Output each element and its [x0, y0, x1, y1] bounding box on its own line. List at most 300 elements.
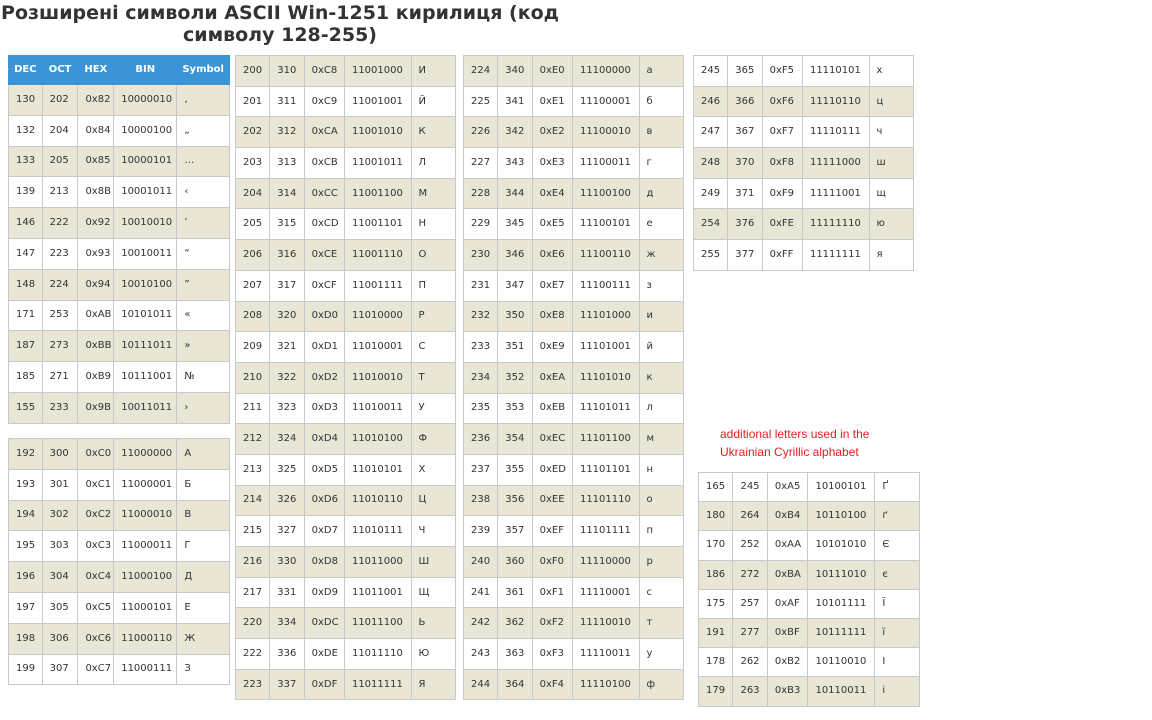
dec-cell: 249 [694, 178, 728, 209]
bin-cell: 11001010 [344, 117, 411, 148]
table-row [464, 148, 684, 179]
bin-cell: 10010011 [114, 238, 177, 269]
hex-cell: 0xAF [767, 589, 808, 618]
symbol-cell: К [411, 117, 455, 148]
symbol-cell: п [639, 516, 683, 547]
symbol-cell: Т [411, 362, 455, 393]
oct-cell: 315 [270, 209, 304, 240]
symbol-cell: И [411, 56, 455, 87]
table-row [699, 531, 920, 560]
hex-cell: 0xF1 [532, 577, 572, 608]
dec-cell: 213 [236, 454, 270, 485]
oct-cell: 252 [733, 531, 767, 560]
bin-cell: 10110100 [808, 502, 875, 531]
table-row [236, 669, 456, 700]
bin-cell: 11000011 [114, 531, 177, 562]
symbol-cell: Ш [411, 547, 455, 578]
hex-cell: 0xF9 [762, 178, 802, 209]
oct-cell: 325 [270, 454, 304, 485]
table-row [9, 208, 230, 239]
symbol-cell: Ь [411, 608, 455, 639]
oct-cell: 253 [42, 300, 78, 331]
oct-cell: 326 [270, 485, 304, 516]
oct-cell: 346 [498, 240, 532, 271]
symbol-cell: з [639, 270, 683, 301]
dec-cell: 240 [464, 547, 498, 578]
bin-cell: 11011110 [344, 639, 411, 670]
dec-cell: 209 [236, 332, 270, 363]
oct-cell: 310 [270, 56, 304, 87]
bin-cell: 11001101 [344, 209, 411, 240]
dec-cell: 186 [699, 560, 733, 589]
hex-cell: 0x9B [78, 392, 114, 423]
symbol-cell: „ [177, 115, 230, 146]
bin-cell: 11101011 [572, 393, 639, 424]
ascii-table-punctuation [8, 55, 230, 424]
oct-cell: 366 [728, 86, 762, 117]
bin-cell: 11010010 [344, 362, 411, 393]
oct-cell: 352 [498, 362, 532, 393]
oct-cell: 361 [498, 577, 532, 608]
dec-cell: 206 [236, 240, 270, 271]
bin-cell: 11100101 [572, 209, 639, 240]
symbol-cell: Н [411, 209, 455, 240]
bin-cell: 11010110 [344, 485, 411, 516]
oct-cell: 376 [728, 209, 762, 240]
dec-cell: 194 [9, 500, 43, 531]
ascii-table-uppercase-a-z [8, 438, 230, 685]
hex-cell: 0xB9 [78, 362, 114, 393]
oct-cell: 233 [42, 392, 78, 423]
hex-cell: 0xE7 [532, 270, 572, 301]
column-header-oct: OCT [42, 56, 78, 85]
table-row [236, 56, 456, 87]
oct-cell: 341 [498, 86, 532, 117]
table-row [699, 677, 920, 706]
dec-cell: 222 [236, 639, 270, 670]
hex-cell: 0x84 [78, 115, 114, 146]
dec-cell: 247 [694, 117, 728, 148]
oct-cell: 222 [42, 208, 78, 239]
hex-cell: 0xD5 [304, 454, 344, 485]
oct-cell: 350 [498, 301, 532, 332]
table-row [9, 146, 230, 177]
dec-cell: 133 [9, 146, 43, 177]
table-row [9, 654, 230, 685]
oct-cell: 204 [42, 115, 78, 146]
table-row [236, 148, 456, 179]
oct-cell: 205 [42, 146, 78, 177]
table-row [464, 454, 684, 485]
table-row [464, 485, 684, 516]
oct-cell: 360 [498, 547, 532, 578]
table-row [9, 500, 230, 531]
dec-cell: 224 [464, 56, 498, 87]
table-row [464, 608, 684, 639]
dec-cell: 214 [236, 485, 270, 516]
symbol-cell: Е [177, 592, 230, 623]
table-row [694, 117, 914, 148]
bin-cell: 10101011 [114, 300, 177, 331]
bin-cell: 11101000 [572, 301, 639, 332]
hex-cell: 0xB3 [767, 677, 808, 706]
symbol-cell: ” [177, 269, 230, 300]
oct-cell: 306 [42, 623, 78, 654]
dec-cell: 248 [694, 148, 728, 179]
bin-cell: 11110111 [802, 117, 869, 148]
table-row [236, 209, 456, 240]
oct-cell: 264 [733, 502, 767, 531]
column-header-symbol: Symbol [177, 56, 230, 85]
dec-cell: 228 [464, 178, 498, 209]
dec-cell: 171 [9, 300, 43, 331]
bin-cell: 11100000 [572, 56, 639, 87]
bin-cell: 10110011 [808, 677, 875, 706]
table-row [9, 331, 230, 362]
dec-cell: 208 [236, 301, 270, 332]
dec-cell: 200 [236, 56, 270, 87]
symbol-cell: В [177, 500, 230, 531]
table-row [699, 502, 920, 531]
oct-cell: 322 [270, 362, 304, 393]
column-header-bin: BIN [114, 56, 177, 85]
table-row [464, 56, 684, 87]
oct-cell: 353 [498, 393, 532, 424]
oct-cell: 334 [270, 608, 304, 639]
table-row [9, 592, 230, 623]
dec-cell: 245 [694, 56, 728, 87]
oct-cell: 377 [728, 240, 762, 271]
table-row [9, 269, 230, 300]
hex-cell: 0xCB [304, 148, 344, 179]
dec-cell: 203 [236, 148, 270, 179]
dec-cell: 241 [464, 577, 498, 608]
hex-cell: 0xCA [304, 117, 344, 148]
symbol-cell: » [177, 331, 230, 362]
table-row [694, 240, 914, 271]
hex-cell: 0x94 [78, 269, 114, 300]
bin-cell: 11110010 [572, 608, 639, 639]
oct-cell: 323 [270, 393, 304, 424]
oct-cell: 224 [42, 269, 78, 300]
hex-cell: 0xD1 [304, 332, 344, 363]
symbol-cell: Г [177, 531, 230, 562]
dec-cell: 175 [699, 589, 733, 618]
bin-cell: 11010000 [344, 301, 411, 332]
oct-cell: 321 [270, 332, 304, 363]
dec-cell: 220 [236, 608, 270, 639]
table-row [699, 589, 920, 618]
bin-cell: 11000111 [114, 654, 177, 685]
dec-cell: 216 [236, 547, 270, 578]
hex-cell: 0x93 [78, 238, 114, 269]
dec-cell: 155 [9, 392, 43, 423]
oct-cell: 370 [728, 148, 762, 179]
dec-cell: 198 [9, 623, 43, 654]
table-row [236, 86, 456, 117]
symbol-cell: в [639, 117, 683, 148]
symbol-cell: ’ [177, 208, 230, 239]
table-row [464, 639, 684, 670]
oct-cell: 277 [733, 618, 767, 647]
table-row [236, 393, 456, 424]
hex-cell: 0xAA [767, 531, 808, 560]
oct-cell: 313 [270, 148, 304, 179]
table-row [699, 648, 920, 677]
hex-cell: 0xCF [304, 270, 344, 301]
symbol-cell: ґ [875, 502, 920, 531]
table-row [236, 547, 456, 578]
hex-cell: 0xFE [762, 209, 802, 240]
table-row [464, 362, 684, 393]
table-row [9, 115, 230, 146]
table-row [236, 608, 456, 639]
hex-cell: 0xE4 [532, 178, 572, 209]
symbol-cell: к [639, 362, 683, 393]
hex-cell: 0xF6 [762, 86, 802, 117]
hex-cell: 0xDC [304, 608, 344, 639]
dec-cell: 235 [464, 393, 498, 424]
dec-cell: 212 [236, 424, 270, 455]
bin-cell: 11110001 [572, 577, 639, 608]
symbol-cell: З [177, 654, 230, 685]
dec-cell: 227 [464, 148, 498, 179]
oct-cell: 245 [733, 473, 767, 502]
dec-cell: 217 [236, 577, 270, 608]
bin-cell: 10101111 [808, 589, 875, 618]
dec-cell: 230 [464, 240, 498, 271]
hex-cell: 0xEC [532, 424, 572, 455]
table-row [9, 300, 230, 331]
dec-cell: 201 [236, 86, 270, 117]
symbol-cell: Р [411, 301, 455, 332]
dec-cell: 205 [236, 209, 270, 240]
symbol-cell: є [875, 560, 920, 589]
symbol-cell: ф [639, 669, 683, 700]
bin-cell: 10101010 [808, 531, 875, 560]
oct-cell: 213 [42, 177, 78, 208]
dec-cell: 210 [236, 362, 270, 393]
hex-cell: 0xD2 [304, 362, 344, 393]
dec-cell: 234 [464, 362, 498, 393]
hex-cell: 0xC5 [78, 592, 114, 623]
dec-cell: 204 [236, 178, 270, 209]
bin-cell: 11001011 [344, 148, 411, 179]
bin-cell: 11110101 [802, 56, 869, 87]
bin-cell: 11101110 [572, 485, 639, 516]
bin-cell: 11110110 [802, 86, 869, 117]
oct-cell: 357 [498, 516, 532, 547]
table-row [9, 562, 230, 593]
oct-cell: 303 [42, 531, 78, 562]
symbol-cell: ж [639, 240, 683, 271]
table-row [699, 473, 920, 502]
dec-cell: 237 [464, 454, 498, 485]
symbol-cell: “ [177, 238, 230, 269]
bin-cell: 11001100 [344, 178, 411, 209]
hex-cell: 0xE6 [532, 240, 572, 271]
bin-cell: 10010010 [114, 208, 177, 239]
dec-cell: 225 [464, 86, 498, 117]
dec-cell: 196 [9, 562, 43, 593]
bin-cell: 10100101 [808, 473, 875, 502]
table-row [464, 86, 684, 117]
symbol-cell: ‚ [177, 85, 230, 116]
symbol-cell: У [411, 393, 455, 424]
oct-cell: 367 [728, 117, 762, 148]
oct-cell: 337 [270, 669, 304, 700]
bin-cell: 11100011 [572, 148, 639, 179]
table-row [236, 240, 456, 271]
symbol-cell: № [177, 362, 230, 393]
dec-cell: 193 [9, 469, 43, 500]
table-row [236, 516, 456, 547]
table-row [464, 270, 684, 301]
table-row [236, 362, 456, 393]
hex-cell: 0xC9 [304, 86, 344, 117]
symbol-cell: н [639, 454, 683, 485]
symbol-cell: Д [177, 562, 230, 593]
hex-cell: 0xE9 [532, 332, 572, 363]
bin-cell: 11001001 [344, 86, 411, 117]
bin-cell: 10111001 [114, 362, 177, 393]
bin-cell: 11010101 [344, 454, 411, 485]
hex-cell: 0xD4 [304, 424, 344, 455]
oct-cell: 365 [728, 56, 762, 87]
table-row [236, 577, 456, 608]
bin-cell: 11001111 [344, 270, 411, 301]
table-row [464, 577, 684, 608]
dec-cell: 185 [9, 362, 43, 393]
table-row [236, 178, 456, 209]
hex-cell: 0xB4 [767, 502, 808, 531]
hex-cell: 0xE1 [532, 86, 572, 117]
bin-cell: 11100110 [572, 240, 639, 271]
dec-cell: 226 [464, 117, 498, 148]
table-row [236, 485, 456, 516]
table-header-row [9, 56, 230, 85]
bin-cell: 11001000 [344, 56, 411, 87]
dec-cell: 244 [464, 669, 498, 700]
symbol-cell: Л [411, 148, 455, 179]
dec-cell: 239 [464, 516, 498, 547]
oct-cell: 355 [498, 454, 532, 485]
symbol-cell: Ц [411, 485, 455, 516]
table-row [9, 469, 230, 500]
symbol-cell: А [177, 439, 230, 470]
bin-cell: 10000100 [114, 115, 177, 146]
dec-cell: 197 [9, 592, 43, 623]
bin-cell: 11000000 [114, 439, 177, 470]
oct-cell: 223 [42, 238, 78, 269]
bin-cell: 10010100 [114, 269, 177, 300]
dec-cell: 255 [694, 240, 728, 271]
dec-cell: 130 [9, 85, 43, 116]
oct-cell: 317 [270, 270, 304, 301]
symbol-cell: й [639, 332, 683, 363]
ukrainian-letters-note: additional letters used in the Ukrainian Cyrillic alphabet [720, 427, 870, 459]
hex-cell: 0xCE [304, 240, 344, 271]
bin-cell: 11111001 [802, 178, 869, 209]
hex-cell: 0xE3 [532, 148, 572, 179]
hex-cell: 0x8B [78, 177, 114, 208]
dec-cell: 146 [9, 208, 43, 239]
symbol-cell: Й [411, 86, 455, 117]
bin-cell: 11101101 [572, 454, 639, 485]
oct-cell: 343 [498, 148, 532, 179]
symbol-cell: Ї [875, 589, 920, 618]
column-header-hex: HEX [78, 56, 114, 85]
hex-cell: 0xA5 [767, 473, 808, 502]
hex-cell: 0xC7 [78, 654, 114, 685]
oct-cell: 354 [498, 424, 532, 455]
bin-cell: 10110010 [808, 648, 875, 677]
dec-cell: 215 [236, 516, 270, 547]
dec-cell: 147 [9, 238, 43, 269]
hex-cell: 0xF7 [762, 117, 802, 148]
oct-cell: 347 [498, 270, 532, 301]
dec-cell: 232 [464, 301, 498, 332]
oct-cell: 307 [42, 654, 78, 685]
oct-cell: 340 [498, 56, 532, 87]
symbol-cell: С [411, 332, 455, 363]
bin-cell: 11011000 [344, 547, 411, 578]
bin-cell: 11110000 [572, 547, 639, 578]
hex-cell: 0xDF [304, 669, 344, 700]
dec-cell: 242 [464, 608, 498, 639]
oct-cell: 327 [270, 516, 304, 547]
hex-cell: 0xD0 [304, 301, 344, 332]
dec-cell: 211 [236, 393, 270, 424]
column-header-dec: DEC [9, 56, 43, 85]
symbol-cell: Ю [411, 639, 455, 670]
oct-cell: 362 [498, 608, 532, 639]
hex-cell: 0xEE [532, 485, 572, 516]
hex-cell: 0xD7 [304, 516, 344, 547]
table-row [464, 178, 684, 209]
bin-cell: 11010111 [344, 516, 411, 547]
hex-cell: 0xBF [767, 618, 808, 647]
table-row [464, 301, 684, 332]
bin-cell: 11101010 [572, 362, 639, 393]
symbol-cell: Я [411, 669, 455, 700]
symbol-cell: а [639, 56, 683, 87]
table-row [9, 238, 230, 269]
hex-cell: 0xEF [532, 516, 572, 547]
table-row [464, 669, 684, 700]
hex-cell: 0xC0 [78, 439, 114, 470]
bin-cell: 11000110 [114, 623, 177, 654]
oct-cell: 300 [42, 439, 78, 470]
dec-cell: 187 [9, 331, 43, 362]
hex-cell: 0xC2 [78, 500, 114, 531]
dec-cell: 238 [464, 485, 498, 516]
dec-cell: 231 [464, 270, 498, 301]
bin-cell: 11000101 [114, 592, 177, 623]
dec-cell: 148 [9, 269, 43, 300]
bin-cell: 11111111 [802, 240, 869, 271]
hex-cell: 0xBA [767, 560, 808, 589]
hex-cell: 0xF2 [532, 608, 572, 639]
symbol-cell: М [411, 178, 455, 209]
oct-cell: 371 [728, 178, 762, 209]
hex-cell: 0xDE [304, 639, 344, 670]
dec-cell: 229 [464, 209, 498, 240]
bin-cell: 10111111 [808, 618, 875, 647]
table-row [9, 392, 230, 423]
oct-cell: 345 [498, 209, 532, 240]
symbol-cell: щ [869, 178, 913, 209]
